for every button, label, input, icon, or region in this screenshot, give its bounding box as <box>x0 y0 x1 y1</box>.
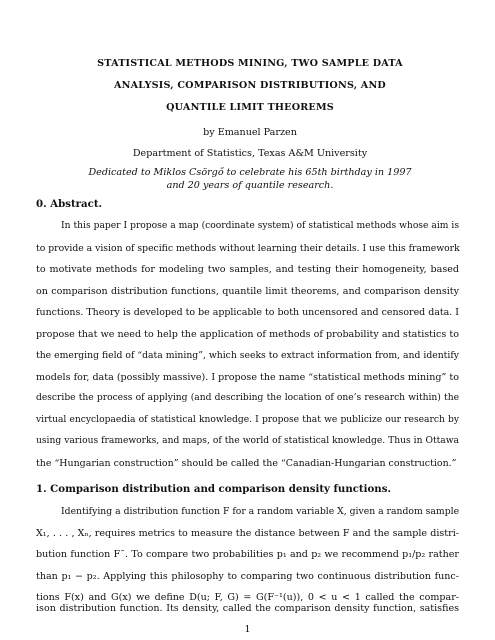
abstract-heading: 0. Abstract. <box>36 198 103 210</box>
abstract-line: the emerging field of “data mining”, which seeks to extract information from, and identify <box>36 350 459 361</box>
abstract-line: to provide a vision of specific methods without learning their details. I use this framework <box>36 243 460 254</box>
section-1-line: tions F(x) and G(x) we define D(u; F, G) = G(F⁻¹(u)), 0 < u < 1 called the compar- <box>36 592 459 603</box>
dedication-line-2: and 20 years of quantile research. <box>166 180 334 191</box>
abstract-line: using various frameworks, and maps, of the world of statistical knowledge. Thus in Ottawa <box>36 436 459 446</box>
abstract-line: In this paper I propose a map (coordinate system) of statistical methods whose aim is <box>61 221 459 231</box>
abstract-line: models for, data (possibly massive). I propose the name “statistical methods mining” to <box>36 372 459 383</box>
section-1-heading: 1. Comparison distribution and comparison density functions. <box>36 483 391 495</box>
section-1-line: Identifying a distribution function F for a random variable X, given a random sample <box>61 506 460 517</box>
abstract-line: on comparison distribution functions, quantile limit theorems, and comparison density <box>36 286 459 297</box>
section-1-line: X₁, . . . , Xₙ, requires metrics to measure the distance between F and the sample distri- <box>36 528 459 539</box>
section-1-line: than p₁ − p₂. Applying this philosophy to comparing two continuous distribution func- <box>36 571 459 582</box>
dedication-line-1: Dedicated to Miklos Csörgő to celebrate his 65th birthday in 1997 <box>88 167 412 178</box>
abstract-line: the “Hungarian construction” should be called the “Canadian-Hungarian construction.” <box>36 458 457 469</box>
abstract-line: functions. Theory is developed to be applicable to both uncensored and censored data. I <box>36 307 460 318</box>
abstract-line: propose that we need to help the application of methods of probability and statistics to <box>36 329 459 340</box>
paper-title-line-1: STATISTICAL METHODS MINING, TWO SAMPLE DATA <box>97 58 403 69</box>
page-number: 1 <box>244 624 251 635</box>
abstract-line: describe the process of applying (and describing the location of one’s research within) the <box>36 393 459 403</box>
abstract-line: virtual encyclopaedia of statistical knowledge. I propose that we publicize our research by <box>36 415 459 425</box>
paper-title-line-3: QUANTILE LIMIT THEOREMS <box>166 102 334 113</box>
abstract-line: to motivate methods for modeling two samples, and testing their homogeneity, based <box>36 264 459 275</box>
section-1-line: ison distribution function. Its density, called the comparison density function, satisfies <box>36 603 459 614</box>
paper-title-line-2: ANALYSIS, COMPARISON DISTRIBUTIONS, AND <box>114 80 386 91</box>
author-line: by Emanuel Parzen <box>203 127 297 138</box>
affiliation-line: Department of Statistics, Texas A&M University <box>132 148 368 159</box>
section-1-line: bution function F˜. To compare two probabilities p₁ and p₂ we recommend p₁/p₂ rather <box>36 549 459 560</box>
